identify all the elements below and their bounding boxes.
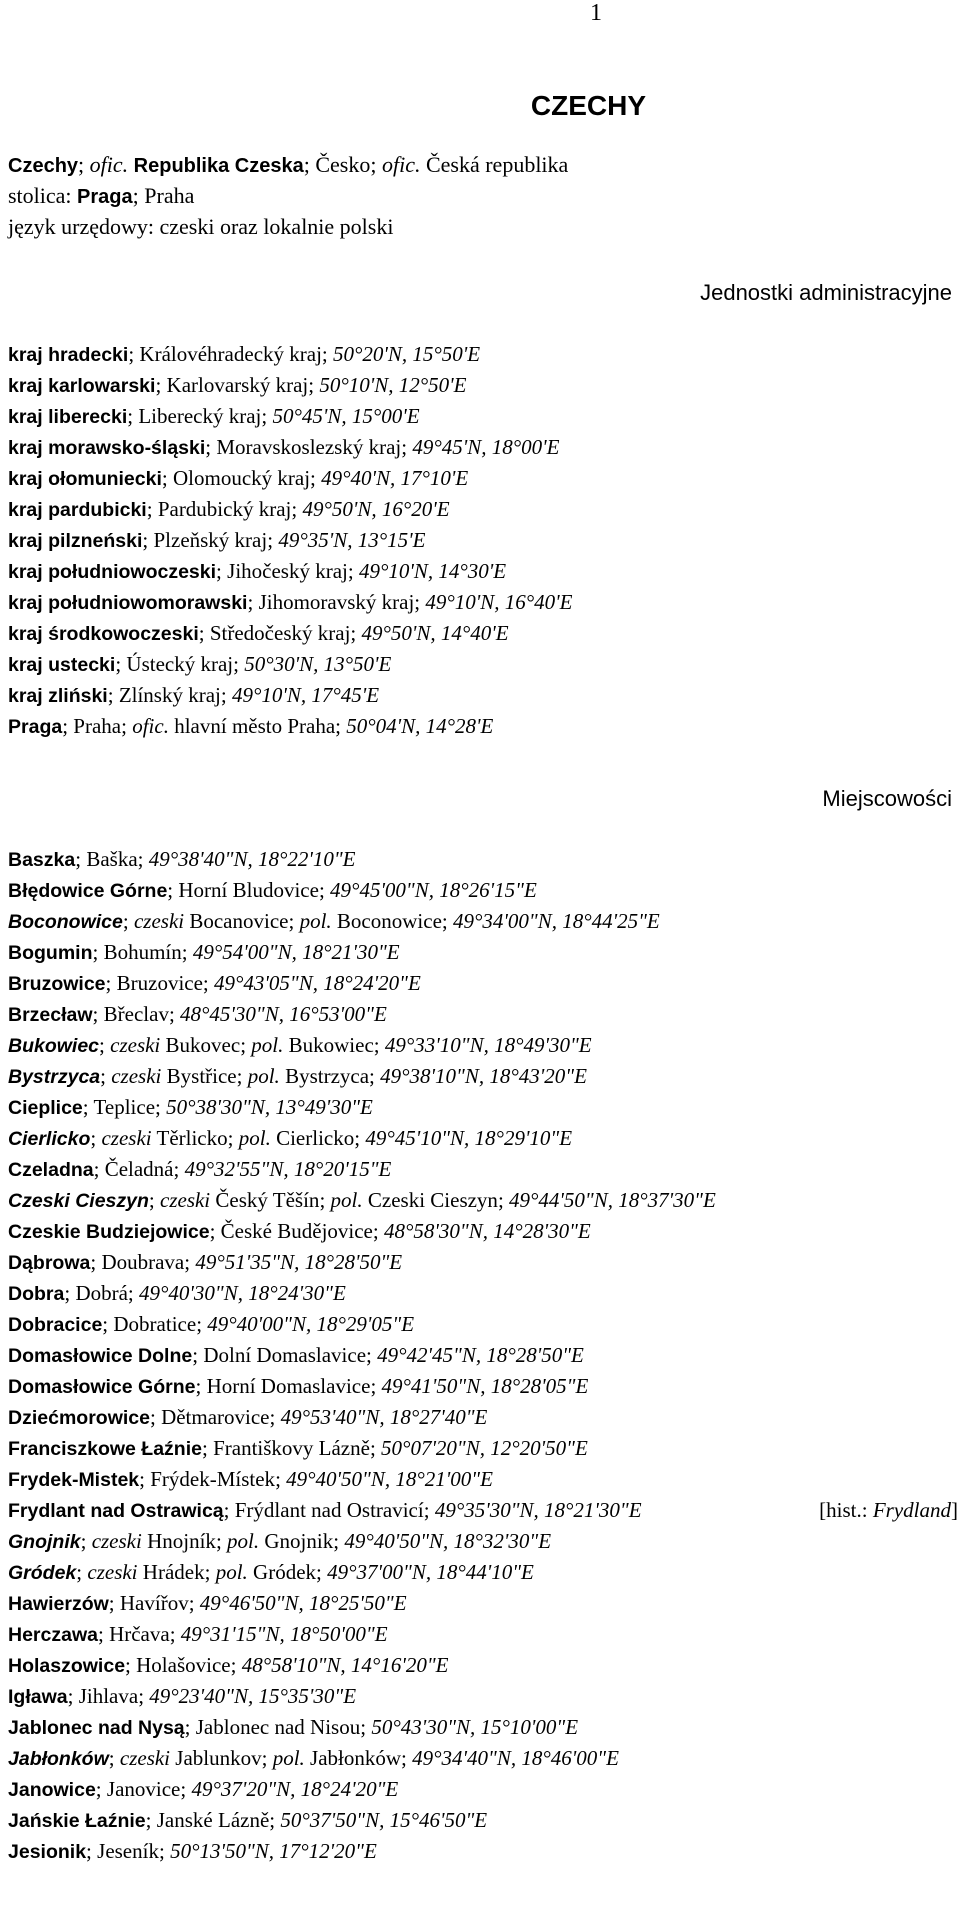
ofic-label: ofic. [89, 152, 129, 177]
place-entry: Gródek; czeski Hrádek; pol. Gródek; 49°37'00"N, 18°44'10"E [8, 1560, 534, 1584]
intro [8, 150, 568, 241]
language-label: pol. [215, 1560, 248, 1584]
entry-name: Cierlicko [8, 1128, 91, 1150]
place-entry: Jablonec nad Nysą; Jablonec nad Nisou; 50°43'30"N, 15°10'00"E [8, 1715, 579, 1739]
entry-local-name: Královéhradecký kraj [139, 342, 322, 366]
entry-local-name: Středočeský kraj [209, 621, 351, 645]
place-entry: Gnojnik; czeski Hnojník; pol. Gnojnik; 49°40'50"N, 18°32'30"E [8, 1529, 552, 1553]
entry-polish-name: Gródek [253, 1560, 317, 1584]
admin-unit-entry: kraj pilzneński; Plzeňský kraj; 49°35'N, 13°15'E [8, 528, 426, 552]
place-entry: Czeski Cieszyn; czeski Český Těšín; pol. Czeski Cieszyn; 49°44'50"N, 18°37'30"E [8, 1188, 716, 1212]
entry-local-name: Český Těšín [215, 1188, 320, 1212]
entry-local-name: Doubrava [101, 1250, 185, 1274]
entry-name: Janowice [8, 1779, 96, 1801]
entry-name: kraj pardubicki [8, 499, 147, 521]
entry-name: Jesionik [8, 1841, 87, 1863]
separator: ; [78, 152, 90, 177]
entry-coordinates: 49°34'00"N, 18°44'25"E [453, 909, 660, 933]
entry-coordinates: 48°58'10"N, 14°16'20"E [241, 1653, 449, 1677]
entry-local-name: Zlínský kraj [118, 683, 221, 707]
entry-local-name: České Budějovice [220, 1219, 373, 1243]
place-entry: Jabłonków; czeski Jablunkov; pol. Jabłonków; 49°34'40"N, 18°46'00"E [8, 1746, 619, 1770]
entry-local-name: Jihočeský kraj [227, 559, 348, 583]
entry-local-name: Janovice [106, 1777, 181, 1801]
entry-name: Czeladna [8, 1159, 94, 1181]
capital-local: ; Praha [132, 183, 195, 208]
entry-local-name: Plzeňský kraj [153, 528, 268, 552]
admin-unit-entry: kraj liberecki; Liberecký kraj; 50°45'N, 15°00'E [8, 404, 420, 428]
entry-coordinates: 50°38'30"N, 13°49'30"E [166, 1095, 373, 1119]
places-list [8, 844, 958, 1867]
entry-name: Hawierzów [8, 1593, 109, 1615]
entry-local-name: Dětmarovice [161, 1405, 270, 1429]
entry-name: Jabłonków [8, 1748, 109, 1770]
entry-coordinates: 49°41'50"N, 18°28'05"E [381, 1374, 589, 1398]
entry-coordinates: 49°40'N, 17°10'E [321, 466, 469, 490]
place-entry: Domasłowice Górne; Horní Domaslavice; 49°41'50"N, 18°28'05"E [8, 1374, 589, 1398]
entry-polish-name: Bukowiec [288, 1033, 374, 1057]
entry-local-name: Moravskoslezský kraj [216, 435, 402, 459]
admin-units-heading: Jednostki administracyjne [700, 280, 952, 305]
intro-capital-line [8, 181, 568, 212]
entry-name: Gnojnik [8, 1531, 81, 1553]
entry-coordinates: 49°37'20"N, 18°24'20"E [191, 1777, 399, 1801]
entry-name: Bukowiec [8, 1035, 100, 1057]
entry-name: Herczawa [8, 1624, 98, 1646]
entry-local-name: Jablonec nad Nisou [195, 1715, 361, 1739]
entry-name: Czeskie Budziejowice [8, 1221, 210, 1243]
entry-coordinates: 49°40'00"N, 18°29'05"E [207, 1312, 415, 1336]
local-names: ; Česko; [303, 152, 382, 177]
entry-local-name: Františkovy Lázně [213, 1436, 370, 1460]
entry-name: Domasłowice Dolne [8, 1345, 193, 1367]
admin-unit-entry: kraj zliński; Zlínský kraj; 49°10'N, 17°45'E [8, 683, 380, 707]
admin-unit-entry: kraj ołomuniecki; Olomoucký kraj; 49°40'N, 17°10'E [8, 466, 469, 490]
language-label: czeski [160, 1188, 211, 1212]
entry-name: Dąbrowa [8, 1252, 91, 1274]
admin-unit-entry: Praga; Praha; ofic. hlavní město Praha; 50°04'N, 14°28'E [8, 714, 494, 738]
entry-name: Dziećmorowice [8, 1407, 150, 1429]
place-entry: Boconowice; czeski Bocanovice; pol. Boconowice; 49°34'00"N, 18°44'25"E [8, 909, 660, 933]
entry-polish-name: Boconowice [336, 909, 442, 933]
admin-unit-entry: kraj środkowoczeski; Středočeský kraj; 49°50'N, 14°40'E [8, 621, 509, 645]
admin-unit-entry: kraj pardubicki; Pardubický kraj; 49°50'N, 16°20'E [8, 497, 450, 521]
entry-coordinates: 49°50'N, 16°20'E [302, 497, 450, 521]
entry-name: Frydlant nad Ostrawicą [8, 1500, 224, 1522]
entry-local-name: Horní Domaslavice [206, 1374, 371, 1398]
entry-local-name: Hnojník [147, 1529, 216, 1553]
entry-local-name: Břeclav [103, 1002, 169, 1026]
place-entry: Błędowice Górne; Horní Bludovice; 49°45'00"N, 18°26'15"E [8, 878, 537, 902]
entry-name: Gródek [8, 1562, 77, 1584]
entry-name: Dobra [8, 1283, 65, 1305]
capital-label: stolica: [8, 183, 78, 208]
admin-unit-entry: kraj południowomorawski; Jihomoravský kraj; 49°10'N, 16°40'E [8, 590, 573, 614]
entry-local-name: Bohumín [103, 940, 182, 964]
place-entry: Jesionik; Jeseník; 50°13'50"N, 17°12'20"E [8, 1839, 377, 1863]
language-label: czeski [111, 1064, 162, 1088]
intro-country-line [8, 150, 568, 181]
entry-name: Bystrzyca [8, 1066, 101, 1088]
entry-name: Cieplice [8, 1097, 83, 1119]
entry-coordinates: 49°23'40"N, 15°35'30"E [149, 1684, 357, 1708]
entry-coordinates: 49°40'50"N, 18°21'00"E [286, 1467, 493, 1491]
entry-local-name: Liberecký kraj [138, 404, 262, 428]
entry-coordinates: 49°40'30"N, 18°24'30"E [139, 1281, 346, 1305]
intro-language-line: język urzędowy: czeski oraz lokalnie polski [8, 214, 394, 239]
entry-coordinates: 49°40'50"N, 18°32'30"E [344, 1529, 552, 1553]
entry-local-name: Praha; [73, 714, 133, 738]
language-label: pol. [238, 1126, 271, 1150]
entry-coordinates: 49°38'40"N, 18°22'10"E [148, 847, 356, 871]
language-label: czeski [101, 1126, 152, 1150]
entry-coordinates: 50°04'N, 14°28'E [346, 714, 494, 738]
official-name-pl: Republika Czeska [133, 155, 304, 177]
entry-polish-name: Gnojnik [264, 1529, 334, 1553]
entry-local-name: Frýdek-Místek [150, 1467, 276, 1491]
entry-name: Frydek-Mistek [8, 1469, 140, 1491]
entry-local-name: Baška [86, 847, 138, 871]
hist-label: hist. [826, 1498, 862, 1522]
entry-coordinates: 49°51'35"N, 18°28'50"E [195, 1250, 403, 1274]
entry-coordinates: 49°38'10"N, 18°43'20"E [380, 1064, 587, 1088]
admin-units-list [8, 339, 958, 742]
admin-unit-entry: kraj morawsko-śląski; Moravskoslezský kraj; 49°45'N, 18°00'E [8, 435, 560, 459]
place-entry: Dobra; Dobrá; 49°40'30"N, 18°24'30"E [8, 1281, 346, 1305]
entry-local-name: Hrčava [109, 1622, 170, 1646]
place-entry: Bystrzyca; czeski Bystřice; pol. Bystrzyca; 49°38'10"N, 18°43'20"E [8, 1064, 587, 1088]
entry-name: Brzecław [8, 1004, 93, 1026]
entry-name: Bruzowice [8, 973, 106, 995]
entry-local-name: Jeseník [97, 1839, 159, 1863]
entry-coordinates: 49°43'05"N, 18°24'20"E [214, 971, 421, 995]
entry-name: Franciszkowe Łaźnie [8, 1438, 202, 1460]
place-entry: Brzecław; Břeclav; 48°45'30"N, 16°53'00"E [8, 1002, 387, 1026]
entry-polish-name: Bystrzyca [285, 1064, 370, 1088]
place-entry: Holaszowice; Holašovice; 48°58'10"N, 14°16'20"E [8, 1653, 449, 1677]
language-label: pol. [227, 1529, 260, 1553]
entry-name: kraj hradecki [8, 344, 129, 366]
place-entry: Franciszkowe Łaźnie; Františkovy Lázně; 50°07'20"N, 12°20'50"E [8, 1436, 588, 1460]
language-label: pol. [299, 909, 332, 933]
entry-local-name: Ústecký kraj [126, 652, 234, 676]
country-name: Czechy [8, 155, 79, 177]
entry-polish-name: Czeski Cieszyn [367, 1188, 498, 1212]
admin-unit-entry: kraj południowoczeski; Jihočeský kraj; 49°10'N, 14°30'E [8, 559, 507, 583]
hist-name: Frydland [872, 1498, 951, 1522]
entry-coordinates: 49°42'45"N, 18°28'50"E [377, 1343, 584, 1367]
entry-name: Bogumin [8, 942, 93, 964]
entry-name: Jańskie Łaźnie [8, 1810, 146, 1832]
admin-unit-entry: kraj karlowarski; Karlovarský kraj; 50°10'N, 12°50'E [8, 373, 467, 397]
entry-polish-name: Cierlicko [276, 1126, 355, 1150]
entry-coordinates: 49°45'10"N, 18°29'10"E [365, 1126, 573, 1150]
ofic-label: ofic. [132, 714, 169, 738]
entry-local-name: Bruzovice [116, 971, 203, 995]
entry-coordinates: 49°54'00"N, 18°21'30"E [192, 940, 400, 964]
place-entry: Frydek-Mistek; Frýdek-Místek; 49°40'50"N, 18°21'00"E [8, 1467, 493, 1491]
place-entry: Bogumin; Bohumín; 49°54'00"N, 18°21'30"E [8, 940, 400, 964]
entry-coordinates: 49°10'N, 16°40'E [425, 590, 573, 614]
entry-coordinates: 49°37'00"N, 18°44'10"E [327, 1560, 534, 1584]
entry-name: Boconowice [8, 911, 123, 933]
entry-local-name: Pardubický kraj [157, 497, 292, 521]
entry-local-name: Dobrá [75, 1281, 128, 1305]
entry-coordinates: 50°37'50"N, 15°46'50"E [280, 1808, 488, 1832]
entry-coordinates: 49°45'N, 18°00'E [412, 435, 560, 459]
entry-name: kraj ołomuniecki [8, 468, 162, 490]
entry-local-name: Karlovarský kraj [166, 373, 309, 397]
official-name-local: Česká republika [420, 152, 569, 177]
entry-name: Błędowice Górne [8, 880, 168, 902]
admin-unit-entry: kraj hradecki; Královéhradecký kraj; 50°20'N, 15°50'E [8, 342, 481, 366]
language-label: czeski [119, 1746, 171, 1770]
entry-coordinates: 49°10'N, 14°30'E [358, 559, 507, 583]
language-label: pol. [251, 1033, 284, 1057]
entry-name: kraj pilzneński [8, 530, 143, 552]
entry-local-name: Teplice [93, 1095, 156, 1119]
place-entry: Dobracice; Dobratice; 49°40'00"N, 18°29'05"E [8, 1312, 415, 1336]
place-entry: Baszka; Baška; 49°38'40"N, 18°22'10"E [8, 847, 356, 871]
entry-name: Baszka [8, 849, 76, 871]
place-entry: Czeladna; Čeladná; 49°32'55"N, 18°20'15"E [8, 1157, 392, 1181]
entry-coordinates: 50°45'N, 15°00'E [272, 404, 420, 428]
entry-coordinates: 49°45'00"N, 18°26'15"E [330, 878, 537, 902]
entry-coordinates: 49°31'15"N, 18°50'00"E [180, 1622, 388, 1646]
place-entry: Jańskie Łaźnie; Janské Lázně; 50°37'50"N, 15°46'50"E [8, 1808, 488, 1832]
admin-unit-entry: kraj ustecki; Ústecký kraj; 50°30'N, 13°50'E [8, 652, 392, 676]
entry-coordinates: 48°45'30"N, 16°53'00"E [180, 1002, 387, 1026]
entry-name: Holaszowice [8, 1655, 126, 1677]
entry-local-name-official: hlavní město Praha [168, 714, 336, 738]
entry-name: Czeski Cieszyn [8, 1190, 149, 1212]
language-label: pol. [330, 1188, 363, 1212]
entry-coordinates: 49°10'N, 17°45'E [231, 683, 380, 707]
places-heading: Miejscowości [822, 786, 952, 811]
place-entry: Herczawa; Hrčava; 49°31'15"N, 18°50'00"E [8, 1622, 388, 1646]
entry-local-name: Horní Bludovice [178, 878, 319, 902]
historical-name: [hist.: Frydland] [819, 1498, 958, 1522]
entry-name: kraj karlowarski [8, 375, 156, 397]
place-entry: Domasłowice Dolne; Dolní Domaslavice; 49°42'45"N, 18°28'50"E [8, 1343, 584, 1367]
entry-local-name: Dolní Domaslavice [203, 1343, 367, 1367]
place-entry: Cieplice; Teplice; 50°38'30"N, 13°49'30"E [8, 1095, 373, 1119]
entry-coordinates: 49°53'40"N, 18°27'40"E [280, 1405, 488, 1429]
entry-local-name: Jihlava [78, 1684, 139, 1708]
entry-coordinates: 49°34'40"N, 18°46'00"E [412, 1746, 619, 1770]
ofic-label: ofic. [381, 152, 421, 177]
entry-local-name: Bystřice [166, 1064, 237, 1088]
entry-local-name: Hrádek [142, 1560, 205, 1584]
entry-local-name: Bukovec [165, 1033, 241, 1057]
entry-name: kraj liberecki [8, 406, 128, 428]
entry-name: kraj środkowoczeski [8, 623, 199, 645]
page-number: 1 [590, 0, 602, 26]
entry-name: kraj ustecki [8, 654, 116, 676]
place-entry: Frydlant nad Ostrawicą; Frýdlant nad Ostravicí; 49°35'30"N, 18°21'30"E [hist.: Frydland] [8, 1495, 958, 1526]
language-label: czeski [110, 1033, 161, 1057]
entry-coordinates: 50°07'20"N, 12°20'50"E [381, 1436, 588, 1460]
entry-local-name: Jihomoravský kraj [258, 590, 415, 614]
place-entry: Hawierzów; Havířov; 49°46'50"N, 18°25'50"E [8, 1591, 407, 1615]
entry-local-name: Janské Lázně [156, 1808, 270, 1832]
entry-coordinates: 50°13'50"N, 17°12'20"E [170, 1839, 377, 1863]
place-entry: Igława; Jihlava; 49°23'40"N, 15°35'30"E [8, 1684, 357, 1708]
entry-local-name: Těrlicko [156, 1126, 228, 1150]
entry-coordinates: 48°58'30"N, 14°28'30"E [383, 1219, 591, 1243]
entry-local-name: Jablunkov [175, 1746, 262, 1770]
entry-coordinates: 49°46'50"N, 18°25'50"E [199, 1591, 407, 1615]
language-label: czeski [133, 909, 185, 933]
entry-local-name: Holašovice [136, 1653, 231, 1677]
entry-coordinates: 50°43'30"N, 15°10'00"E [371, 1715, 579, 1739]
entry-coordinates: 49°50'N, 14°40'E [361, 621, 509, 645]
place-entry: Cierlicko; czeski Těrlicko; pol. Cierlicko; 49°45'10"N, 18°29'10"E [8, 1126, 573, 1150]
place-entry: Dziećmorowice; Dětmarovice; 49°53'40"N, 18°27'40"E [8, 1405, 488, 1429]
entry-name: Dobracice [8, 1314, 103, 1336]
language-label: pol. [247, 1064, 280, 1088]
place-entry: Bruzowice; Bruzovice; 49°43'05"N, 18°24'20"E [8, 971, 421, 995]
entry-coordinates: 49°33'10"N, 18°49'30"E [384, 1033, 592, 1057]
language-label: pol. [272, 1746, 305, 1770]
entry-coordinates: 49°35'30"N, 18°21'30"E [434, 1498, 642, 1522]
entry-name: Igława [8, 1686, 68, 1708]
entry-local-name: Čeladná [104, 1157, 174, 1181]
entry-local-name: Bocanovice [189, 909, 289, 933]
entry-name: Jablonec nad Nysą [8, 1717, 185, 1739]
entry-local-name: Olomoucký kraj [172, 466, 311, 490]
entry-name: kraj zliński [8, 685, 108, 707]
entry-polish-name: Jabłonków [310, 1746, 402, 1770]
place-entry: Janowice; Janovice; 49°37'20"N, 18°24'20"E [8, 1777, 399, 1801]
entry-coordinates: 49°32'55"N, 18°20'15"E [184, 1157, 392, 1181]
entry-local-name: Frýdlant nad Ostravicí [234, 1498, 424, 1522]
entry-coordinates: 50°10'N, 12°50'E [319, 373, 467, 397]
entry-coordinates: 49°35'N, 13°15'E [278, 528, 426, 552]
language-label: czeski [87, 1560, 138, 1584]
place-entry: Czeskie Budziejowice; České Budějovice; 48°58'30"N, 14°28'30"E [8, 1219, 591, 1243]
place-entry: Dąbrowa; Doubrava; 49°51'35"N, 18°28'50"E [8, 1250, 403, 1274]
entry-name: kraj południowomorawski [8, 592, 248, 614]
entry-coordinates: 49°44'50"N, 18°37'30"E [509, 1188, 716, 1212]
place-entry: Bukowiec; czeski Bukovec; pol. Bukowiec; 49°33'10"N, 18°49'30"E [8, 1033, 592, 1057]
entry-coordinates: 50°30'N, 13°50'E [244, 652, 392, 676]
entry-name: Domasłowice Górne [8, 1376, 196, 1398]
capital-name: Praga [77, 186, 133, 208]
entry-name: kraj południowoczeski [8, 561, 217, 583]
language-label: czeski [91, 1529, 142, 1553]
entry-local-name: Havířov [119, 1591, 189, 1615]
entry-name: Praga [8, 716, 63, 738]
entry-local-name: Dobratice [113, 1312, 197, 1336]
entry-coordinates: 50°20'N, 15°50'E [333, 342, 481, 366]
entry-name: kraj morawsko-śląski [8, 437, 206, 459]
page-title: CZECHY [530, 90, 646, 121]
